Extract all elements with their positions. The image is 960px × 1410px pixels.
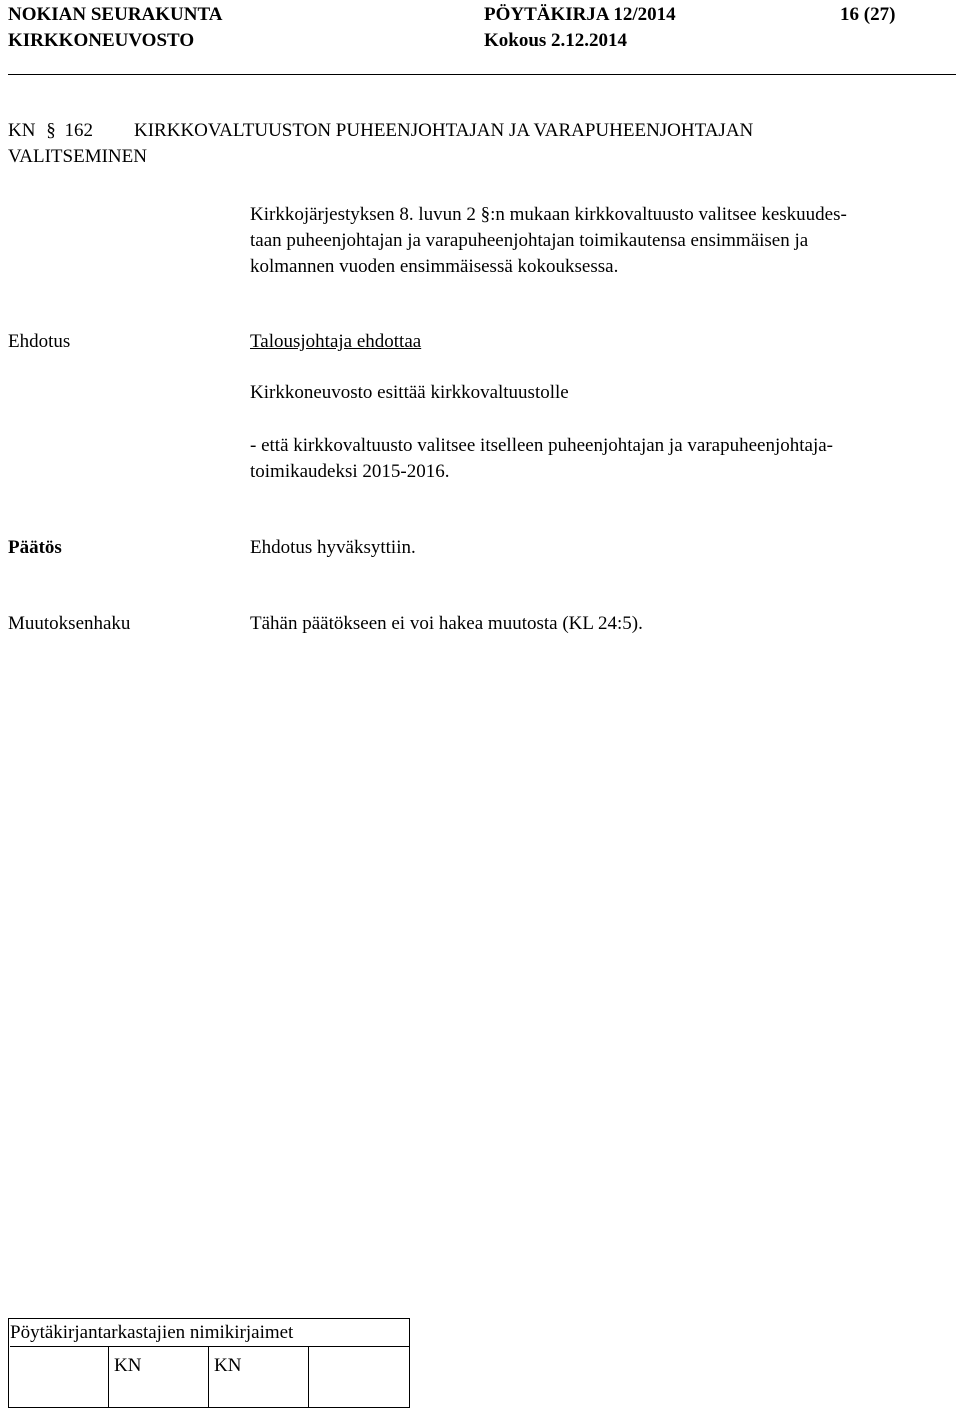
signature-title-text: Pöytäkirjantarkastajien nimikirjaimet	[10, 1322, 294, 1343]
decision-text: Ehdotus hyväksyttiin.	[250, 537, 416, 558]
proposal-item	[250, 433, 956, 485]
signature-initials-1: KN	[114, 1355, 142, 1376]
signature-cell-2	[109, 1347, 209, 1407]
item-code	[8, 118, 93, 144]
proposal-label: Ehdotus	[8, 331, 71, 352]
item-title-line1: KIRKKOVALTUUSTON PUHEENJOHTAJAN JA VARAPUHEENJOHTAJAN	[134, 120, 754, 141]
proposal-proposer: Talousjohtaja ehdottaa	[250, 331, 422, 352]
intro-paragraph	[250, 202, 956, 280]
signature-initials-2: KN	[214, 1355, 242, 1376]
signature-cell-1	[9, 1347, 109, 1407]
proposal-lead: Kirkkoneuvosto esittää kirkkovaltuustolle	[250, 382, 569, 403]
item-title-line2: VALITSEMINEN	[8, 146, 147, 167]
signature-cell-3	[209, 1347, 309, 1407]
signature-cell-4	[309, 1347, 409, 1407]
proposal-item-line2: toimikaudeksi 2015-2016.	[250, 461, 450, 482]
signature-table-title	[10, 1319, 410, 1347]
header-org: NOKIAN SEURAKUNTA	[8, 4, 223, 25]
signature-table	[8, 1318, 410, 1408]
intro-line1-b: :n mukaan kirkkovaltuusto valitsee keskuudes-	[490, 204, 847, 225]
section-sign: §	[46, 120, 56, 141]
header-body: KIRKKONEUVOSTO	[8, 30, 195, 51]
intro-line1	[250, 202, 956, 228]
item-number: 162	[64, 120, 93, 141]
intro-section-sign: §	[480, 204, 491, 225]
header-doc-type: PÖYTÄKIRJA 12/2014	[484, 4, 676, 25]
appeal-text: Tähän päätökseen ei voi hakea muutosta (KL 24:5).	[250, 613, 643, 634]
header-meeting-date: Kokous 2.12.2014	[484, 30, 628, 51]
appeal-label: Muutoksenhaku	[8, 613, 131, 634]
item-code-label: KN	[8, 120, 36, 141]
intro-line3: kolmannen vuoden ensimmäisessä kokouksessa.	[250, 256, 619, 277]
intro-line2: taan puheenjohtajan ja varapuheenjohtajan toimikautensa ensimmäisen ja	[250, 230, 809, 251]
header-page-number: 16 (27)	[840, 4, 896, 25]
intro-line1-a: Kirkkojärjestyksen 8. luvun 2	[250, 204, 481, 225]
decision-label: Päätös	[8, 537, 62, 558]
header-divider	[8, 74, 956, 75]
proposal-item-line1: - että kirkkovaltuusto valitsee itselleen puheenjohtajan ja varapuheenjohtaja-	[250, 435, 833, 456]
